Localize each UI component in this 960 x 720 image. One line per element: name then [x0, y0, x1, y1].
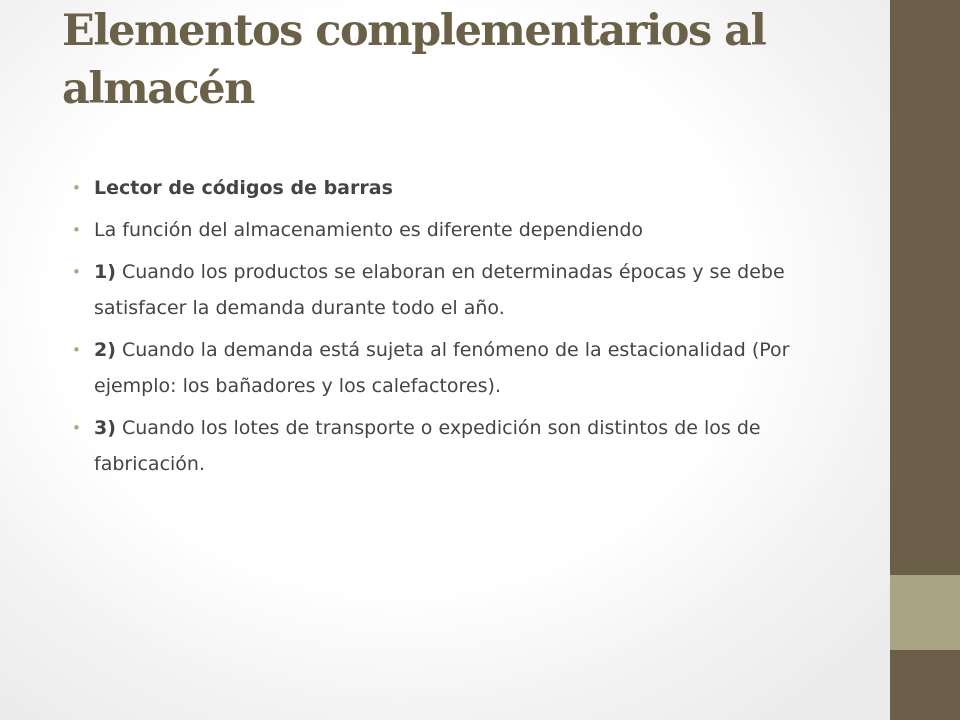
bullet-list — [70, 170, 840, 488]
bullet-item — [70, 212, 840, 248]
bullet-item — [70, 170, 840, 206]
bullet-item — [70, 254, 840, 326]
bullet-item — [70, 332, 840, 404]
bullet-dot-icon: • — [72, 341, 81, 359]
sidebar-block-bottom — [890, 650, 960, 720]
bullet-dot-icon: • — [72, 263, 81, 281]
bullet-text: Cuando la demanda está sujeta al fenómeno de la estacionalidad (Por ejemplo: los bañadores y los calefactores). — [94, 339, 790, 397]
bullet-prefix: 1) — [94, 261, 116, 283]
bullet-text: La función del almacenamiento es diferente dependiendo — [94, 219, 644, 241]
bullet-dot-icon: • — [72, 179, 81, 197]
bullet-dot-icon: • — [72, 221, 81, 239]
bullet-dot-icon: • — [72, 419, 81, 437]
sidebar-block-top — [890, 0, 960, 575]
slide-title: Elementos complementarios al almacén — [62, 6, 766, 114]
bullet-prefix: 2) — [94, 339, 116, 361]
bullet-text: Cuando los productos se elaboran en determinadas épocas y se debe satisfacer la demanda durante todo el año. — [94, 261, 785, 319]
sidebar-block-mid — [890, 575, 960, 650]
bullet-item — [70, 410, 840, 482]
bullet-text: Cuando los lotes de transporte o expedición son distintos de los de fabricación. — [94, 417, 761, 475]
decorative-sidebar — [890, 0, 960, 720]
bullet-text: Lector de códigos de barras — [94, 177, 393, 199]
bullet-prefix: 3) — [94, 417, 116, 439]
